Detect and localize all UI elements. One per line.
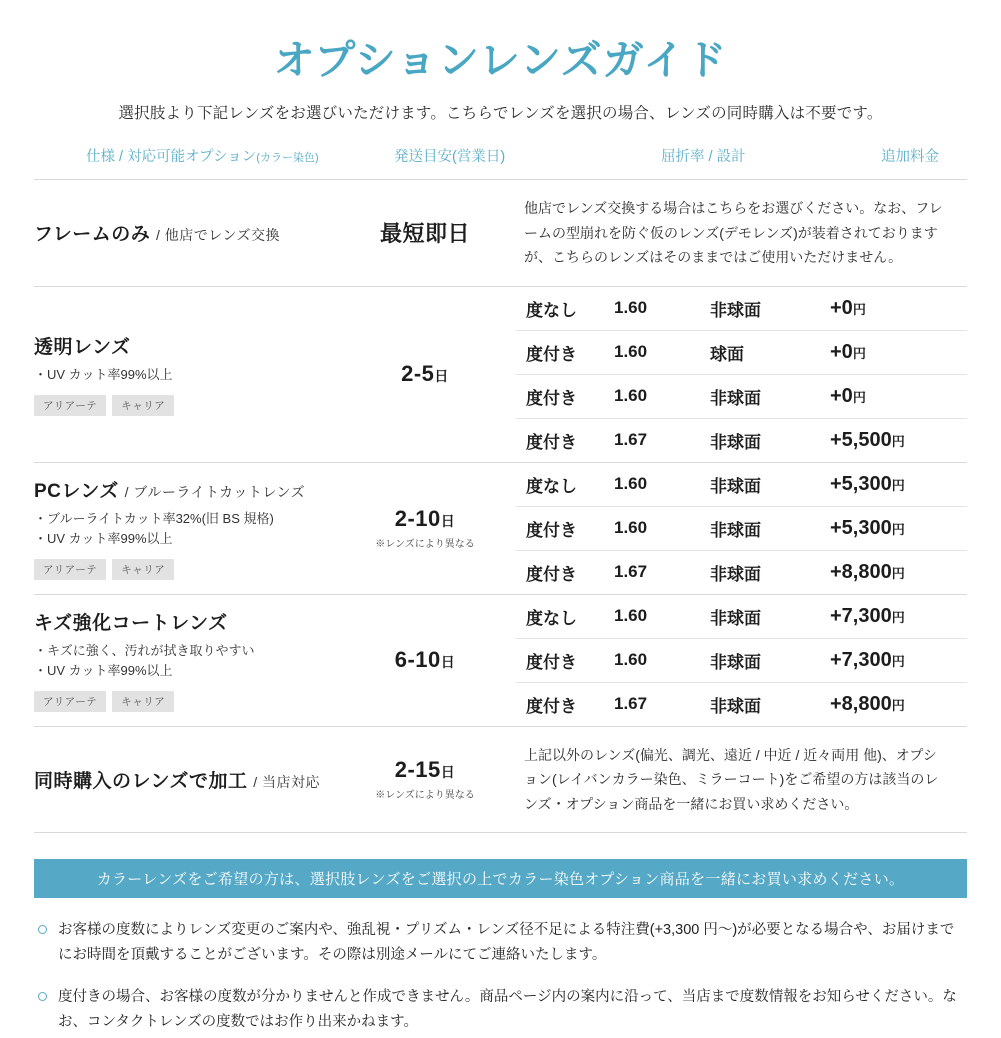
shipping-estimate bbox=[334, 506, 516, 532]
option-price-yen: 円 bbox=[852, 301, 866, 317]
option-price-yen: 円 bbox=[852, 389, 866, 405]
option-index: 1.60 bbox=[614, 298, 648, 318]
product-feature: ・UV カット率99%以上 bbox=[34, 367, 173, 383]
row-shipping-cell bbox=[334, 726, 516, 833]
notes-list bbox=[34, 918, 967, 1036]
option-price-yen: 円 bbox=[852, 345, 866, 361]
shipping-note: ※レンズにより異なる bbox=[375, 539, 475, 551]
bullet-icon bbox=[38, 925, 47, 934]
shipping-value: 最短即日 bbox=[379, 221, 470, 247]
option-price-value: +5,500 bbox=[830, 428, 892, 451]
option-degree: 度付き bbox=[516, 550, 614, 594]
option-price-value: +0 bbox=[830, 384, 853, 407]
option-price bbox=[830, 418, 967, 462]
shipping-note: ※レンズにより異なる bbox=[375, 790, 475, 802]
option-design: 非球面 bbox=[710, 638, 830, 682]
option-price-value: +7,300 bbox=[830, 604, 892, 627]
option-index: 1.67 bbox=[614, 550, 710, 594]
shipping-estimate bbox=[334, 217, 516, 248]
product-name-main: 透明レンズ bbox=[34, 337, 131, 359]
product-name bbox=[34, 766, 334, 793]
row-options-cell bbox=[516, 594, 967, 726]
product-feature: ・キズに強く、汚れが拭き取りやすい bbox=[34, 642, 255, 658]
option-price bbox=[830, 638, 967, 682]
option-index: 1.60 bbox=[614, 474, 648, 494]
lens-options-table bbox=[34, 179, 967, 833]
color-lens-banner: カラーレンズをご希望の方は、選択肢レンズをご選択の上でカラー染色オプション商品を一緒にお買い求めください。 bbox=[34, 859, 967, 898]
option-price-value: +0 bbox=[830, 340, 853, 363]
option-price-yen: 円 bbox=[891, 433, 905, 449]
shipping-unit: 日 bbox=[440, 654, 456, 671]
column-heading-index: 屈折率 / 設計 bbox=[661, 149, 746, 166]
option-price bbox=[830, 682, 967, 726]
option-price-yen: 円 bbox=[891, 697, 905, 713]
row-shipping-cell bbox=[334, 594, 516, 726]
shipping-estimate bbox=[334, 361, 516, 387]
row-options-cell bbox=[516, 462, 967, 594]
shipping-value: 6-10 bbox=[394, 647, 441, 673]
option-index: 1.60 bbox=[614, 506, 710, 550]
row-description: 上記以外のレンズ(偏光、調光、遠近 / 中近 / 近々両用 他)、オプション(レイバンカラー染色、ミラーコート)をご希望の方は該当のレンズ・オプション商品を一緒にお買い求めください。 bbox=[524, 746, 939, 812]
row-spec-cell bbox=[34, 726, 334, 833]
product-feature: ・UV カット率99%以上 bbox=[34, 531, 173, 547]
option-degree: 度付き bbox=[516, 638, 614, 682]
column-heading-spec-label: 仕様 / 対応可能オプション bbox=[86, 149, 257, 166]
option-row bbox=[516, 374, 967, 418]
option-degree: 度付き bbox=[516, 374, 614, 418]
page-subtitle: 選択肢より下記レンズをお選びいただけます。こちらでレンズを選択の場合、レンズの同時購入は不要です。 bbox=[118, 105, 883, 123]
option-price-value: +5,300 bbox=[830, 516, 892, 539]
product-tag: アリアーテ bbox=[34, 691, 106, 712]
page-title: オプションレンズガイド bbox=[273, 37, 728, 83]
option-price-yen: 円 bbox=[891, 521, 905, 537]
option-row bbox=[516, 682, 967, 726]
row-shipping-cell bbox=[334, 286, 516, 462]
bullet-icon bbox=[38, 992, 47, 1001]
option-index: 1.60 bbox=[614, 606, 648, 626]
product-name bbox=[34, 476, 334, 503]
option-price-value: +5,300 bbox=[830, 472, 892, 495]
product-tag: キャリア bbox=[112, 559, 174, 580]
column-heading-price: 追加料金 bbox=[881, 149, 939, 166]
option-design: 非球面 bbox=[710, 608, 761, 628]
option-degree: 度なし bbox=[526, 476, 577, 496]
product-tag: アリアーテ bbox=[34, 559, 106, 580]
option-degree: 度付き bbox=[516, 330, 614, 374]
option-row bbox=[516, 330, 967, 374]
product-name bbox=[34, 608, 334, 635]
product-features bbox=[34, 509, 334, 549]
row-spec-cell bbox=[34, 594, 334, 726]
note-text: お客様の度数によりレンズ変更のご案内や、強乱視・プリズム・レンズ径不足による特注費(+3,300 円〜)が必要となる場合や、お届けまでにお時間を頂戴することがございます。その際は別途メールにてご連絡いたします。 bbox=[58, 922, 955, 964]
product-tags bbox=[34, 395, 334, 416]
table-row bbox=[34, 462, 967, 594]
row-description: 他店でレンズ交換する場合はこちらをお選びください。なお、フレームの型崩れを防ぐ仮のレンズ(デモレンズ)が装着されておりますが、こちらのレンズはそのままではご使用いただけません。 bbox=[524, 200, 943, 266]
note-text: 度付きの場合、お客様の度数が分かりませんと作成できません。商品ページ内の案内に沿って、当店まで度数情報をお知らせください。なお、コンタクトレンズの度数ではお作り出来かねます。 bbox=[58, 988, 957, 1031]
option-price-value: +8,800 bbox=[830, 560, 892, 583]
page-bottom-spacer bbox=[0, 1032, 1001, 1038]
product-name-main: キズ強化コートレンズ bbox=[34, 612, 228, 634]
product-tag: キャリア bbox=[112, 691, 174, 712]
column-heading-spec-note: (カラー染色) bbox=[256, 152, 319, 165]
option-price-yen: 円 bbox=[891, 477, 905, 493]
option-degree: 度なし bbox=[526, 300, 577, 320]
column-heading-spec bbox=[86, 145, 319, 166]
option-index: 1.60 bbox=[614, 330, 710, 374]
table-row bbox=[34, 286, 967, 462]
option-row bbox=[516, 463, 967, 507]
option-price-yen: 円 bbox=[891, 565, 905, 581]
product-tags bbox=[34, 559, 334, 580]
option-index: 1.60 bbox=[614, 374, 710, 418]
product-features bbox=[34, 365, 334, 385]
product-name-sub: / ブルーライトカットレンズ bbox=[124, 483, 306, 500]
option-design: 球面 bbox=[710, 330, 830, 374]
product-tag: アリアーテ bbox=[34, 395, 106, 416]
product-feature: ・UV カット率99%以上 bbox=[34, 663, 173, 679]
option-row bbox=[516, 506, 967, 550]
shipping-unit: 日 bbox=[440, 513, 456, 530]
shipping-unit: 日 bbox=[434, 368, 449, 385]
row-options-cell bbox=[516, 180, 967, 287]
product-features bbox=[34, 641, 334, 681]
option-design: 非球面 bbox=[710, 506, 830, 550]
row-spec-cell bbox=[34, 462, 334, 594]
option-price bbox=[830, 463, 967, 507]
column-heading-shipping: 発送目安(営業日) bbox=[394, 149, 506, 166]
product-name-main: PCレンズ bbox=[34, 480, 119, 502]
option-degree: 度付き bbox=[516, 506, 614, 550]
product-tag: キャリア bbox=[112, 395, 174, 416]
product-name-sub: / 当店対応 bbox=[253, 773, 321, 790]
option-subtable bbox=[516, 287, 967, 462]
option-price-yen: 円 bbox=[891, 609, 905, 625]
option-lens-guide-page bbox=[0, 38, 1001, 1038]
shipping-estimate bbox=[334, 757, 516, 783]
option-price-value: +7,300 bbox=[830, 648, 892, 671]
option-row bbox=[516, 287, 967, 331]
option-index: 1.60 bbox=[614, 638, 710, 682]
row-options-cell bbox=[516, 726, 967, 833]
row-shipping-cell bbox=[334, 462, 516, 594]
option-design: 非球面 bbox=[710, 300, 761, 320]
option-design: 非球面 bbox=[710, 550, 830, 594]
table-row bbox=[34, 594, 967, 726]
note-item bbox=[34, 985, 967, 1036]
shipping-estimate bbox=[334, 647, 516, 673]
option-subtable bbox=[516, 595, 967, 726]
product-feature: ・ブルーライトカット率32%(旧 BS 規格) bbox=[34, 510, 274, 526]
option-design: 非球面 bbox=[710, 418, 830, 462]
option-row bbox=[516, 638, 967, 682]
product-tags bbox=[34, 691, 334, 712]
option-index: 1.67 bbox=[614, 418, 710, 462]
option-row bbox=[516, 550, 967, 594]
row-shipping-cell bbox=[334, 180, 516, 287]
option-degree: 度なし bbox=[526, 608, 577, 628]
row-spec-cell bbox=[34, 180, 334, 287]
note-item bbox=[34, 918, 967, 969]
option-row bbox=[516, 418, 967, 462]
product-name bbox=[34, 332, 334, 359]
table-row bbox=[34, 726, 967, 833]
option-price-value: +0 bbox=[830, 296, 853, 319]
shipping-value: 2-15 bbox=[394, 757, 441, 783]
lens-options-body bbox=[34, 180, 967, 833]
row-spec-cell bbox=[34, 286, 334, 462]
shipping-unit: 日 bbox=[440, 764, 456, 781]
option-design: 非球面 bbox=[710, 682, 830, 726]
option-subtable bbox=[516, 463, 967, 594]
option-design: 非球面 bbox=[710, 476, 761, 496]
shipping-value: 2-5 bbox=[401, 361, 435, 387]
option-degree: 度付き bbox=[516, 682, 614, 726]
option-price-yen: 円 bbox=[891, 653, 905, 669]
option-index: 1.67 bbox=[614, 682, 710, 726]
option-price bbox=[830, 595, 967, 639]
product-name-main: フレームのみ bbox=[34, 224, 151, 246]
option-price bbox=[830, 550, 967, 594]
option-price-value: +8,800 bbox=[830, 692, 892, 715]
product-name-main: 同時購入のレンズで加工 bbox=[34, 770, 248, 792]
product-name bbox=[34, 219, 334, 246]
option-price bbox=[830, 287, 967, 331]
option-price bbox=[830, 374, 967, 418]
shipping-value: 2-10 bbox=[394, 506, 441, 532]
row-options-cell bbox=[516, 286, 967, 462]
option-price bbox=[830, 330, 967, 374]
option-degree: 度付き bbox=[516, 418, 614, 462]
column-headings bbox=[34, 145, 967, 179]
option-price bbox=[830, 506, 967, 550]
product-name-sub: / 他店でレンズ交換 bbox=[156, 227, 281, 244]
table-row bbox=[34, 180, 967, 287]
option-design: 非球面 bbox=[710, 374, 830, 418]
option-row bbox=[516, 595, 967, 639]
